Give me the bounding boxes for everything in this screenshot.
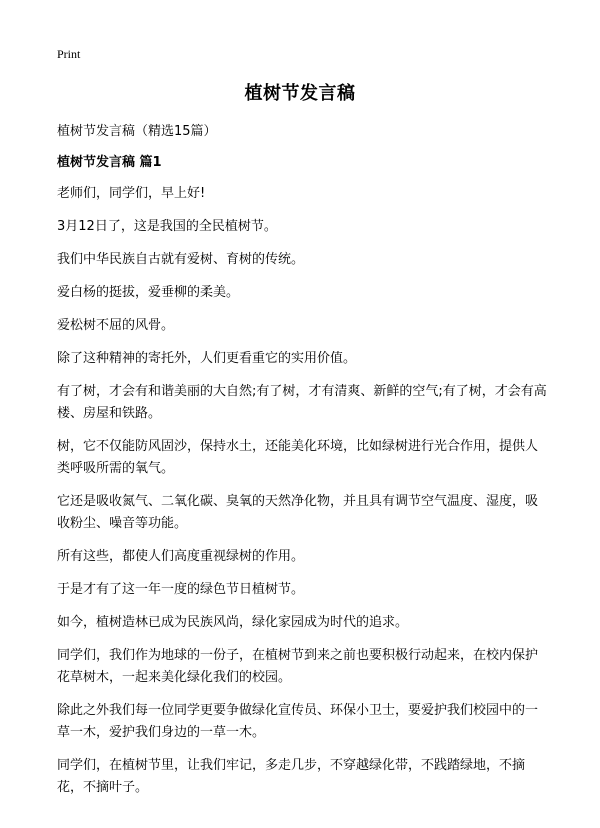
paragraph: 有了树，才会有和谐美丽的大自然;有了树，才有清爽、新鲜的空气;有了树，才会有高楼、房屋和铁路。 [57,384,547,421]
paragraph: 如今，植树造林已成为民族风尚，绿化家园成为时代的追求。 [57,615,409,630]
paragraph-list [57,183,549,810]
paragraph: 除此之外我们每一位同学更要争做绿化宣传员、环保小卫士，要爱护我们校园中的一草一木，爱护我们身边的一草一木。 [57,703,539,740]
paragraph: 所有这些，都使人们高度重视绿树的作用。 [57,549,305,564]
paragraph: 爱松树不屈的风骨。 [57,318,175,333]
paragraph: 同学们，在植树节里，让我们牢记，多走几步，不穿越绿化带，不践踏绿地，不摘花，不摘叶子。 [57,758,526,795]
print-link[interactable]: Print [57,47,81,61]
paragraph: 我们中华民族自古就有爱树、育树的传统。 [57,252,305,267]
paragraph: 它还是吸收氮气、二氧化碳、臭氧的天然净化物，并且具有调节空气温度、湿度，吸收粉尘、噪音等功能。 [57,494,539,531]
paragraph: 除了这种精神的寄托外，人们更看重它的实用价值。 [57,351,357,366]
document-title: 植树节发言稿 [244,83,356,104]
paragraph: 于是才有了这一年一度的绿色节日植树节。 [57,582,305,597]
paragraph: 3月12日了，这是我国的全民植树节。 [57,219,277,234]
document-subtitle: 植树节发言稿（精选15篇） [57,124,217,139]
section-heading: 植树节发言稿 篇1 [57,155,162,170]
paragraph: 爱白杨的挺拔，爱垂柳的柔美。 [57,285,240,300]
paragraph: 树，它不仅能防风固沙，保持水土，还能美化环境，比如绿树进行光合作用，提供人类呼吸所需的氧气。 [57,439,539,476]
paragraph: 老师们，同学们，早上好! [57,186,206,201]
paragraph: 同学们，我们作为地球的一份子，在植树节到来之前也要积极行动起来，在校内保护花草树木，一起来美化绿化我们的校园。 [57,648,539,685]
